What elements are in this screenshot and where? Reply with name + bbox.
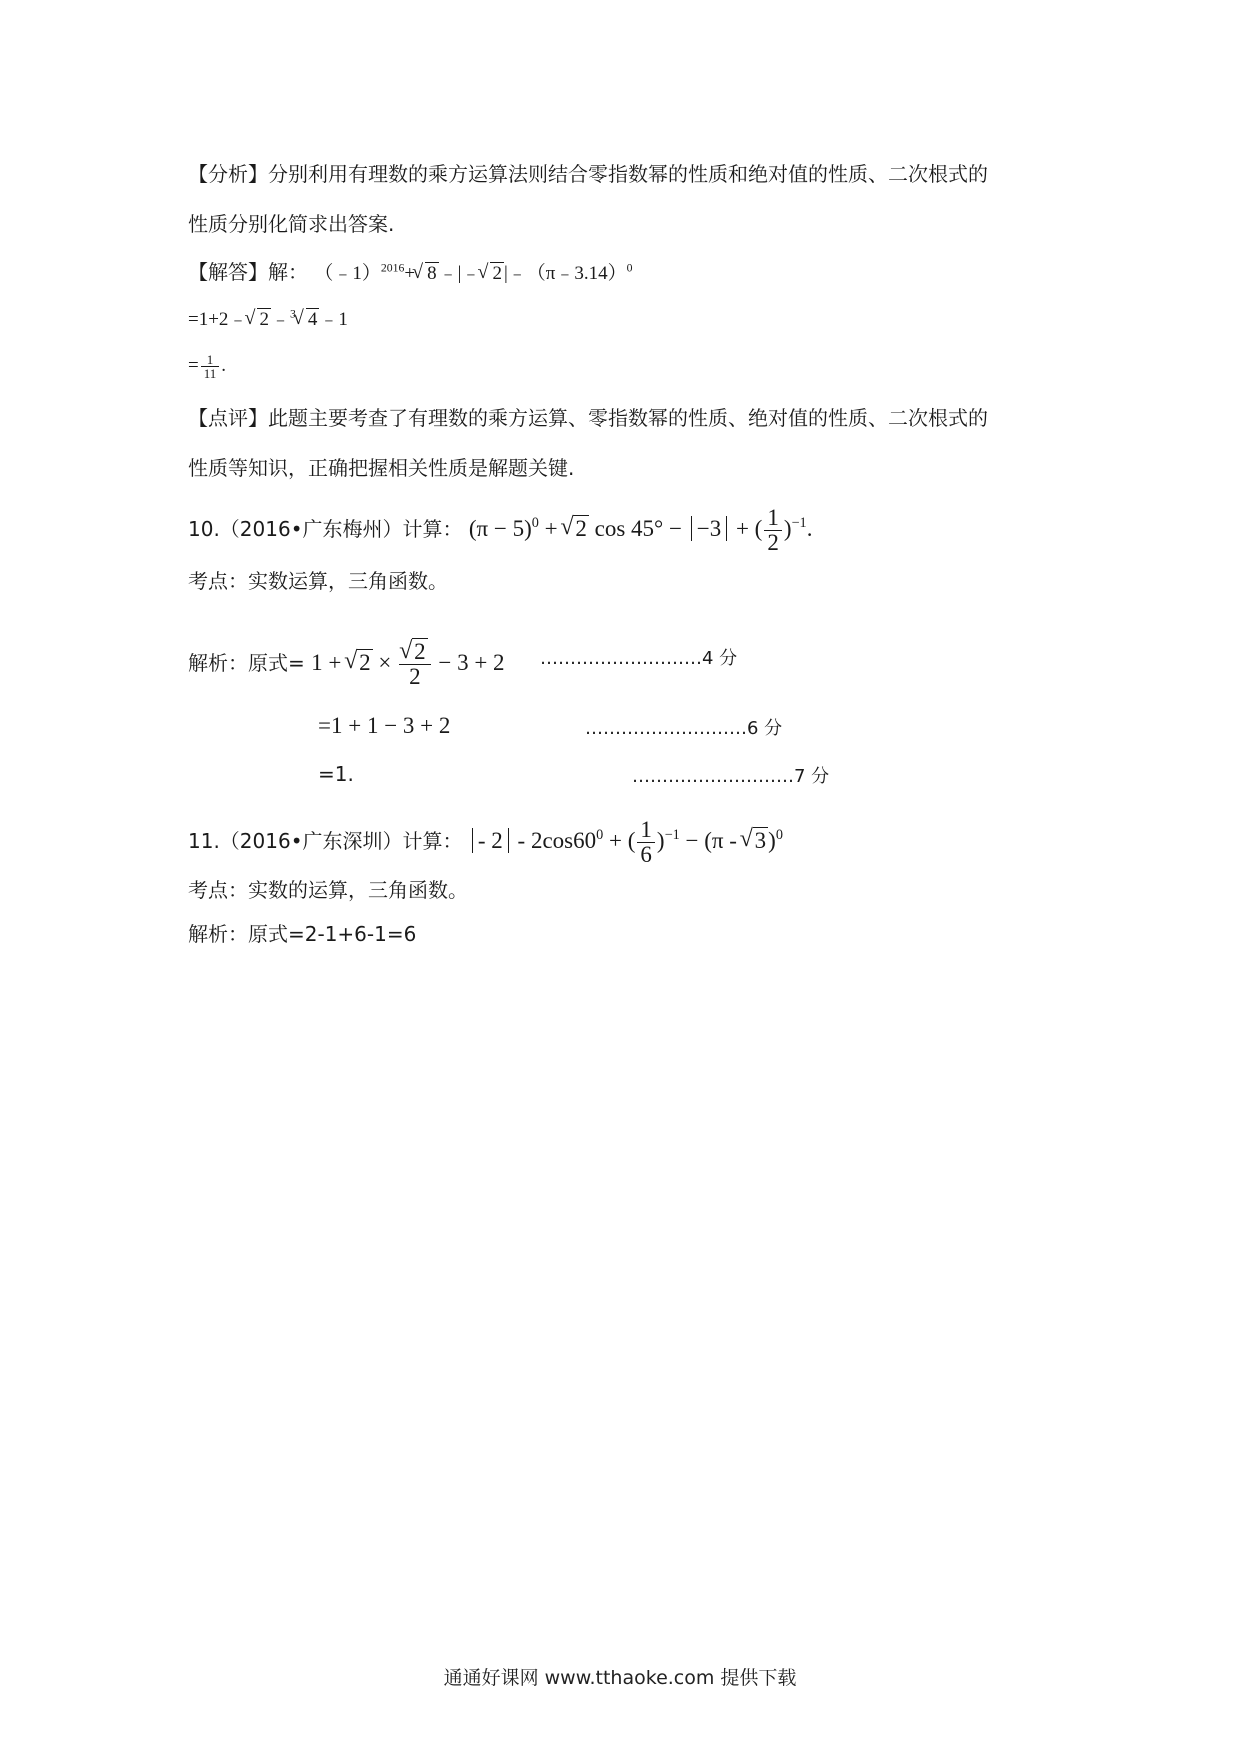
sqrt-2-step: √ 2 — [247, 306, 271, 334]
solution-step-2: = $\frac{1}{11}$ . — [188, 351, 226, 382]
comment-line-1 — [188, 404, 988, 432]
solution-step-1: =1+2﹣√ 2 ﹣$^3$√ 4 ﹣1 — [188, 306, 348, 334]
question-10-solution-2: =1 + 1 − 3 + 2 — [318, 713, 451, 738]
solution-lead: 解： — [268, 260, 308, 284]
question-10-point: 考点：实数运算，三角函数。 — [188, 569, 448, 593]
analysis-line-2 — [188, 210, 394, 238]
question-10-solution-3: =1. — [318, 762, 354, 786]
question-10-expression: $(\pi - 5)^0$ + √ 2 cos 45° − −3 + ( $\frac{1}{2}$ )$^{-1}$. — [469, 516, 813, 541]
question-10 — [188, 506, 812, 555]
solution-line — [188, 258, 632, 288]
solution-expression: （﹣1）$^{2016}$+√ 8 ﹣|﹣√ 2 |﹣（π﹣3.14）$^0$ — [314, 263, 632, 284]
score-7: ………………………7 分 — [632, 766, 830, 787]
analysis-tag: 【分析】 — [188, 162, 268, 186]
cube-root-index: 3 — [289, 307, 296, 321]
question-11-expression: - $2 - 2\cos 60^0$ + ( $\frac{1}{6}$ )$^{-1}$ − (π - √ 3)$^0$ — [469, 828, 783, 853]
analysis-text-1: 分别利用有理数的乘方运算法则结合零指数幂的性质和绝对值的性质、二次根式的 — [268, 162, 988, 186]
score-6: ………………………6 分 — [585, 718, 783, 739]
fraction-1-11: $\frac{1}{11}$ — [201, 353, 220, 381]
analysis-line-1 — [188, 160, 988, 188]
question-11-head: 11.（2016•广东深圳）计算： — [188, 828, 463, 853]
cube-root-4: √ 4 — [296, 306, 320, 334]
sqrt-8: √ 8 — [415, 260, 439, 288]
footer-source: 通通好课网 www.tthaoke.com 提供下载 — [443, 1667, 797, 1689]
comment-text-1: 此题主要考查了有理数的乘方运算、零指数幂的性质、绝对值的性质、二次根式的 — [268, 406, 988, 430]
question-10-solution-1: 解析：原式= 1 + √ 2 × √ $\frac{2}{2}$ − 3 + 2 — [188, 640, 505, 689]
question-10-head: 10.（2016•广东梅州）计算： — [188, 516, 463, 541]
comment-text-2: 性质等知识，正确把握相关性质是解题关键. — [188, 456, 575, 480]
comment-tag: 【点评】 — [188, 406, 268, 430]
analysis-text-2: 性质分别化简求出答案. — [188, 212, 395, 236]
solution-tag: 【解答】 — [188, 260, 268, 284]
question-11 — [188, 818, 783, 867]
question-11-point: 考点：实数的运算，三角函数。 — [188, 878, 468, 902]
score-4: ………………………4 分 — [540, 648, 738, 669]
sqrt-2: √ 2 — [480, 260, 504, 288]
comment-line-2 — [188, 454, 574, 482]
question-11-solution: 解析：原式=2-1+6-1=6 — [188, 922, 417, 946]
